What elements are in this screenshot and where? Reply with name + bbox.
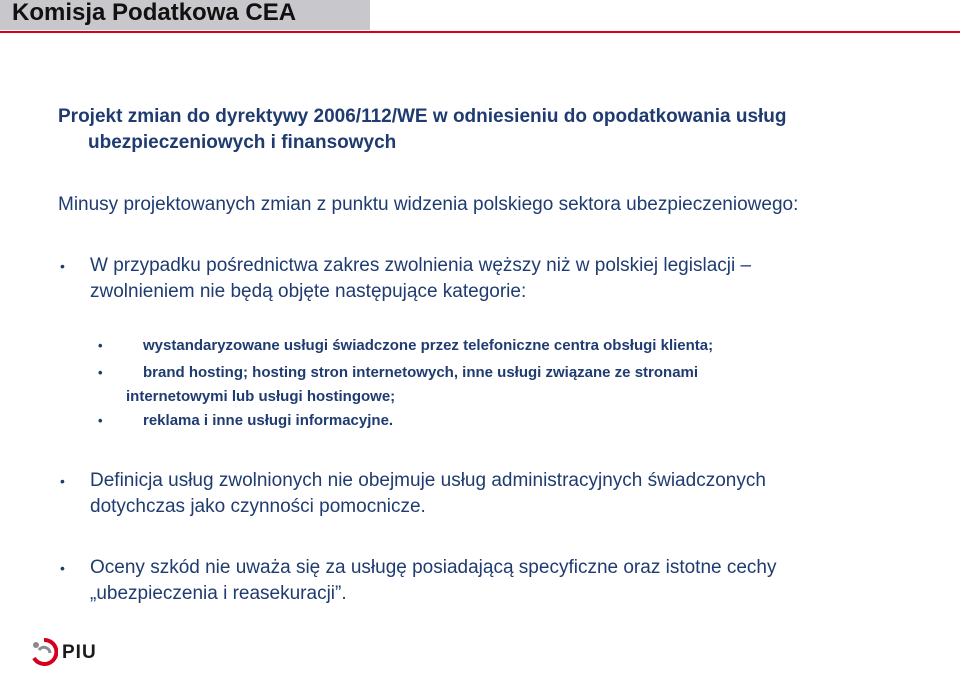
heading-line-2: ubezpieczeniowych i finansowych xyxy=(88,132,397,153)
bullet-icon: • xyxy=(60,473,65,489)
bullet-item-3 xyxy=(60,555,920,607)
intro-text: Minusy projektowanych zmian z punktu widzenia polskiego sektora ubezpieczeniowego: xyxy=(58,194,799,215)
sub-bullet-line-1: wystandaryzowane usługi świadczone przez telefoniczne centra obsługi klienta; xyxy=(143,337,714,354)
slide-title: Komisja Podatkowa CEA xyxy=(12,0,297,26)
sub-bullet-item-2 xyxy=(98,361,858,409)
sub-bullet-item-3 xyxy=(98,409,858,433)
sub-bullet-line-2: internetowymi lub usługi hostingowe; xyxy=(126,388,396,405)
title-bar xyxy=(0,0,370,30)
bullet-icon: • xyxy=(60,258,65,274)
heading-line-1: Projekt zmian do dyrektywy 2006/112/WE w odniesieniu do opodatkowania usług xyxy=(58,106,787,127)
bullet-line-1: Oceny szkód nie uważa się za usługę posiadającą specyficzne oraz istotne cechy xyxy=(90,557,777,578)
sub-bullet-icon: • xyxy=(98,338,103,353)
piu-logo xyxy=(30,638,120,666)
sub-bullet-icon: • xyxy=(98,413,103,428)
bullet-line-2: dotychczas jako czynności pomocnicze. xyxy=(90,496,426,517)
bullet-line-2: „ubezpieczenia i reasekuracji”. xyxy=(90,583,347,604)
slide-heading xyxy=(58,104,938,156)
title-underline xyxy=(0,31,960,33)
bullet-line-2: zwolnieniem nie będą objęte następujące kategorie: xyxy=(90,281,527,302)
bullet-item-1 xyxy=(60,253,920,305)
piu-logo-text: PIU xyxy=(62,642,97,663)
bullet-icon: • xyxy=(60,560,65,576)
bullet-item-2 xyxy=(60,468,920,520)
sub-bullet-line-1: reklama i inne usługi informacyjne. xyxy=(143,412,394,429)
bullet-line-1: Definicja usług zwolnionych nie obejmuje usług administracyjnych świadczonych xyxy=(90,470,766,491)
sub-bullet-line-1: brand hosting; hosting stron internetowych, inne usługi związane ze stronami xyxy=(143,364,699,381)
sub-bullet-item-1 xyxy=(98,334,858,358)
bullet-line-1: W przypadku pośrednictwa zakres zwolnienia węższy niż w polskiej legislacji – xyxy=(90,255,752,276)
sub-bullet-icon: • xyxy=(98,365,103,380)
piu-logo-icon xyxy=(30,638,58,666)
